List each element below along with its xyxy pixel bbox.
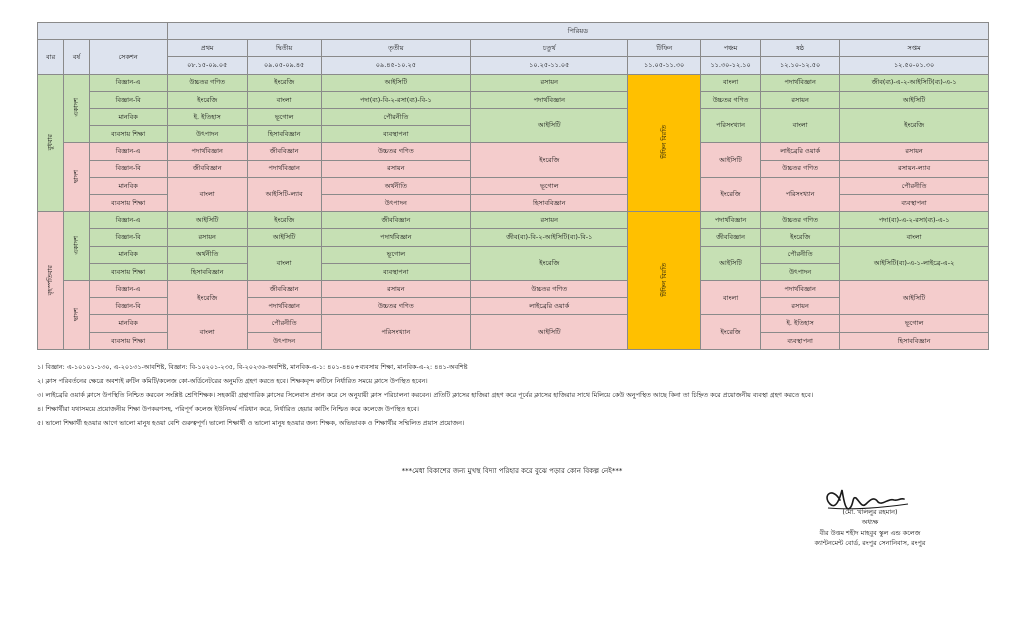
table-cell: বাংলা: [167, 177, 247, 211]
table-cell: পৌরনীতি: [321, 109, 471, 126]
table-cell: ইংরেজি: [167, 91, 247, 108]
table-cell: আইসিটি: [471, 315, 628, 350]
table-cell: উচ্চতর গণিত: [471, 281, 628, 298]
table-cell: উচ্চতর গণিত: [321, 298, 471, 315]
section-name: বিজ্ঞান-এ: [89, 281, 167, 298]
table-cell: বাংলা: [761, 109, 840, 143]
table-cell: পদার্থবিজ্ঞান: [247, 160, 321, 177]
period-name: সপ্তম: [840, 40, 989, 57]
table-cell: রসায়ন: [761, 298, 840, 315]
table-cell: আইসিটি: [840, 91, 989, 108]
table-cell: রসায়ন: [761, 91, 840, 108]
signatory-title: অধ্যক্ষ: [861, 518, 879, 527]
table-cell: পদা(ব্য)-বি-২-রসা(ব্য)-বি-১: [321, 91, 471, 108]
table-cell: অর্থনীতি: [321, 177, 471, 194]
section-name: বিজ্ঞান-বি: [89, 160, 167, 177]
table-cell: ভূগোল: [247, 109, 321, 126]
table-cell: হিসাববিজ্ঞান: [840, 332, 989, 349]
table-cell: পরিসংখ্যান: [321, 315, 471, 350]
year-label: একাদশ: [64, 74, 89, 143]
table-cell: পদার্থবিজ্ঞান: [701, 212, 761, 229]
section-name: ব্যবসায় শিক্ষা: [89, 195, 167, 212]
table-cell: ইংরেজি: [247, 74, 321, 91]
table-cell: উচ্চতর গণিত: [761, 212, 840, 229]
table-cell: উচ্চতর গণিত: [761, 160, 840, 177]
table-cell: পৌরনীতি: [840, 177, 989, 194]
table-cell: ইংরেজি: [247, 212, 321, 229]
table-cell: পৌরনীতি: [761, 246, 840, 263]
table-cell: ব্যবস্থাপনা: [761, 332, 840, 349]
table-row: [38, 91, 989, 108]
notes-section: [37, 363, 989, 433]
table-cell: জীব(ব্য)-বি-২-আইসিটি(ব্য)-বি-১: [471, 229, 628, 246]
table-cell: পদার্থবিজ্ঞান: [761, 74, 840, 91]
table-cell: উৎপাদন: [247, 332, 321, 349]
table-cell: পদার্থবিজ্ঞান: [321, 229, 471, 246]
table-cell: রসায়ন: [471, 74, 628, 91]
day-label: বৃহস্পতিবার: [38, 212, 64, 350]
section-name: ব্যবসায় শিক্ষা: [89, 332, 167, 349]
period-name: পঞ্চম: [701, 40, 761, 57]
table-cell: আইসিটি: [701, 246, 761, 280]
table-cell: ইংরেজি: [701, 315, 761, 350]
table-cell: পরিসংখ্যান: [701, 109, 761, 143]
table-cell: উচ্চতর গণিত: [321, 143, 471, 160]
table-cell: ইংরেজি: [471, 143, 628, 177]
table-cell: আইসিটি: [247, 229, 321, 246]
section-name: মানবিক: [89, 315, 167, 332]
section-name: বিজ্ঞান-বি: [89, 229, 167, 246]
table-cell: জীববিজ্ঞান: [167, 160, 247, 177]
table-cell: জীববিজ্ঞান: [701, 229, 761, 246]
period-name: তৃতীয়: [321, 40, 471, 57]
table-cell: বাংলা: [840, 229, 989, 246]
table-cell: ব্যবস্থাপনা: [321, 126, 471, 143]
section-name: ব্যবসায় শিক্ষা: [89, 263, 167, 280]
table-row: [38, 229, 989, 246]
table-cell: ইংরেজি: [761, 229, 840, 246]
table-cell: রসায়ন: [167, 229, 247, 246]
section-name: বিজ্ঞান-এ: [89, 143, 167, 160]
note-item: ১। বিজ্ঞান: এ-১০১০১-১৩০, এ-২০১৩১-আবশিষ্ট, বিজ্ঞান: বি-১০২০১-২৩৫, বি-২০২৩৬-অবশিষ্ট, মানবিক-এ-১: ৪০১-৪৪০+ব্যবসায় শিক্ষা, মানবিক-এ-২: ৪৪১-অবশিষ্ট: [37, 363, 468, 371]
institution-address: ক্যান্টনমেন্ট বোর্ড, রংপুর সেনানিবাস, রংপুর: [814, 539, 926, 548]
period-name: টিফিন: [628, 40, 701, 57]
table-row: [38, 177, 989, 194]
table-row: [38, 246, 989, 263]
table-cell: উচ্চতর গণিত: [701, 91, 761, 108]
note-item: ৪। শিক্ষার্থীরা যথাসময়ে প্রয়োজনীয় শিক্ষা উপকরণসহ, পরিপূর্ণ কলেজ ইউনিফর্ম পরিধান করে, নির্ধারিত হেয়ার কাটিং নিশ্চিত করে কলেজে উপস্থিত হবে।: [37, 404, 419, 413]
header-blank: [38, 23, 168, 40]
section-name: মানবিক: [89, 246, 167, 263]
table-cell: রসায়ন-ল্যাব: [840, 160, 989, 177]
table-cell: জীব(ব্য)-এ-২-আইসিটি(ব্য)-এ-১: [840, 74, 989, 91]
table-cell: আইসিটি: [471, 109, 628, 143]
table-cell: আইসিটি(ব্য)-এ-১-লাইব্রে-এ-২: [840, 246, 989, 280]
section-name: বিজ্ঞান-এ: [89, 212, 167, 229]
table-cell: বাংলা: [701, 74, 761, 91]
table-cell: পৌরনীতি: [247, 315, 321, 332]
motto-text: ***মেধা বিকাশের জন্য মুখস্থ বিদ্যা পরিহার করে বুঝে পড়ার কোন বিকল্প নেই***: [401, 467, 623, 475]
period-time: ১২.৫০-০১.৩০: [840, 57, 989, 74]
table-cell: ইংরেজি: [701, 177, 761, 211]
institution-name: বীর উত্তম শহীদ মাহবুব স্কুল এন্ড কলেজ: [819, 528, 921, 537]
section-name: বিজ্ঞান-বি: [89, 91, 167, 108]
table-cell: জীববিজ্ঞান: [247, 143, 321, 160]
table-cell: ভূগোল: [840, 315, 989, 332]
section-name: বিজ্ঞান-এ: [89, 74, 167, 91]
table-cell: উচ্চতর গণিত: [167, 74, 247, 91]
note-item: ৫। ভালো শিক্ষার্থী হওয়ার আগে ভালো মানুষ হওয়া বেশি গুরুত্বপূর্ণ। ভালো শিক্ষার্থী ও ভালো মানুষ হওয়ার জন্য শিক্ষক, অভিভাবক ও শিক্ষার্থীর সম্মিলিত প্রয়াস প্রয়োজন।: [37, 418, 465, 427]
table-cell: রসায়ন: [840, 143, 989, 160]
table-cell: বাংলা: [701, 281, 761, 315]
table-cell: উৎপাদন: [761, 263, 840, 280]
table-cell: ইংরেজি: [471, 246, 628, 280]
table-cell: জীববিজ্ঞান: [247, 281, 321, 298]
note-item: ৩। লাইব্রেরি ওয়ার্ক ক্লাসে উপস্থিতি নিশ্চিত করবেন সংশ্লিষ্ট শ্রেণিশিক্ষক। সহকারী গ্রন্থাগারিক ক্লাসের সিলেবাস প্রদান করে সে অনুযায়ী ক্লাস পরিচালনা করবেন। প্রতিটি ক্লাসের হাজিরা গ্রহণ করে পূর্বের ক্লাসের হাজিরার সাথে মিলিয়ে কেউ অনুপস্থিত আছে কিনা তা চিহ্নিত করে প্রয়োজনীয় ব্যবস্থা গ্রহণ করতে হবে।: [37, 390, 814, 399]
table-cell: উৎপাদন: [167, 126, 247, 143]
table-cell: পদার্থবিজ্ঞান: [167, 143, 247, 160]
tiffin-break: টিফিন বিরতি: [628, 74, 701, 212]
note-item: ২। ক্লাস পরিবর্তনের ক্ষেত্রে অবশ্যই রুটিন কমিটি/কলেজ কো-অর্ডিনেটরের অনুমতি গ্রহণ করতে হবে। শিক্ষকবৃন্দ রুটিনে নির্ধারিত সময়ে ক্লাসে উপস্থিত হবেন।: [37, 376, 428, 385]
period-time: ০৯.৪৫-১০.২৫: [321, 57, 471, 74]
table-cell: আইসিটি: [840, 281, 989, 315]
period-name: দ্বিতীয়: [247, 40, 321, 57]
period-time: ০৯.০৫-০৯.৪৫: [247, 57, 321, 74]
table-cell: অর্থনীতি: [167, 246, 247, 263]
section-name: মানবিক: [89, 177, 167, 194]
table-cell: ইংরেজি: [840, 109, 989, 143]
period-time: ১১.৩০-১২.১০: [701, 57, 761, 74]
year-label: দ্বাদশ: [64, 281, 89, 350]
table-cell: আইসিটি: [701, 143, 761, 177]
table-cell: ই. ইতিহাস: [167, 109, 247, 126]
year-label: একাদশ: [64, 212, 89, 281]
table-cell: পদার্থবিজ্ঞান: [471, 91, 628, 108]
table-cell: রসায়ন: [321, 160, 471, 177]
table-cell: পদার্থবিজ্ঞান: [247, 298, 321, 315]
table-cell: লাইব্রেরি ওয়ার্ক: [471, 298, 628, 315]
day-label: বুধবার: [38, 74, 64, 212]
table-cell: রসায়ন: [471, 212, 628, 229]
table-cell: পদার্থবিজ্ঞান: [761, 281, 840, 298]
table-cell: ভূগোল: [321, 246, 471, 263]
section-name: ব্যবসায় শিক্ষা: [89, 126, 167, 143]
table-cell: ই. ইতিহাস: [761, 315, 840, 332]
col-header-bar: বার: [38, 40, 64, 74]
col-header-borsho: বর্ষ: [64, 40, 89, 74]
table-cell: হিসাববিজ্ঞান: [471, 195, 628, 212]
period-name: প্রথম: [167, 40, 247, 57]
table-row: [38, 74, 989, 91]
table-cell: ভূগোল: [471, 177, 628, 194]
period-name: চতুর্থ: [471, 40, 628, 57]
table-row: [38, 281, 989, 298]
header-row-period: [38, 23, 989, 40]
table-cell: লাইব্রেরি ওয়ার্ক: [761, 143, 840, 160]
tiffin-break: টিফিন বিরতি: [628, 212, 701, 350]
table-cell: আইসিটি: [167, 212, 247, 229]
table-cell: পদা(ব্য)-এ-২-রসা(ব্য)-এ-১: [840, 212, 989, 229]
signatory-name: (মো. খলিলুর রহমান): [842, 508, 898, 516]
table-cell: জীববিজ্ঞান: [321, 212, 471, 229]
table-cell: হিসাববিজ্ঞান: [167, 263, 247, 280]
table-cell: বাংলা: [167, 315, 247, 350]
table-row: [38, 143, 989, 160]
year-label: দ্বাদশ: [64, 143, 89, 212]
col-header-section: সেকশন: [89, 40, 167, 74]
table-row: [38, 109, 989, 126]
period-header: পিরিয়ড: [167, 23, 988, 40]
period-time: ০৮.১৫-০৯.০৫: [167, 57, 247, 74]
period-name: ষষ্ঠ: [761, 40, 840, 57]
table-cell: উৎপাদন: [321, 195, 471, 212]
header-row-times: [38, 57, 989, 74]
signature-block: [760, 507, 980, 549]
table-cell: ব্যবস্থাপনা: [840, 195, 989, 212]
section-name: বিজ্ঞান-বি: [89, 298, 167, 315]
table-cell: হিসাববিজ্ঞান: [247, 126, 321, 143]
table-cell: বাংলা: [247, 91, 321, 108]
period-time: ১২.১০-১২.৫০: [761, 57, 840, 74]
table-cell: ব্যবস্থাপনা: [321, 263, 471, 280]
class-routine-table: [37, 22, 989, 350]
table-cell: আইসিটি-ল্যাব: [247, 177, 321, 211]
table-row: [38, 212, 989, 229]
period-time: ১০.২৫-১১.০৫: [471, 57, 628, 74]
table-row: [38, 315, 989, 332]
header-row-names: [38, 40, 989, 57]
section-name: মানবিক: [89, 109, 167, 126]
table-cell: রসায়ন: [321, 281, 471, 298]
table-cell: বাংলা: [247, 246, 321, 280]
table-cell: ইংরেজি: [167, 281, 247, 315]
table-cell: আইসিটি: [321, 74, 471, 91]
table-cell: পরিসংখ্যান: [761, 177, 840, 211]
period-time: ১১.০৫-১১.৩০: [628, 57, 701, 74]
